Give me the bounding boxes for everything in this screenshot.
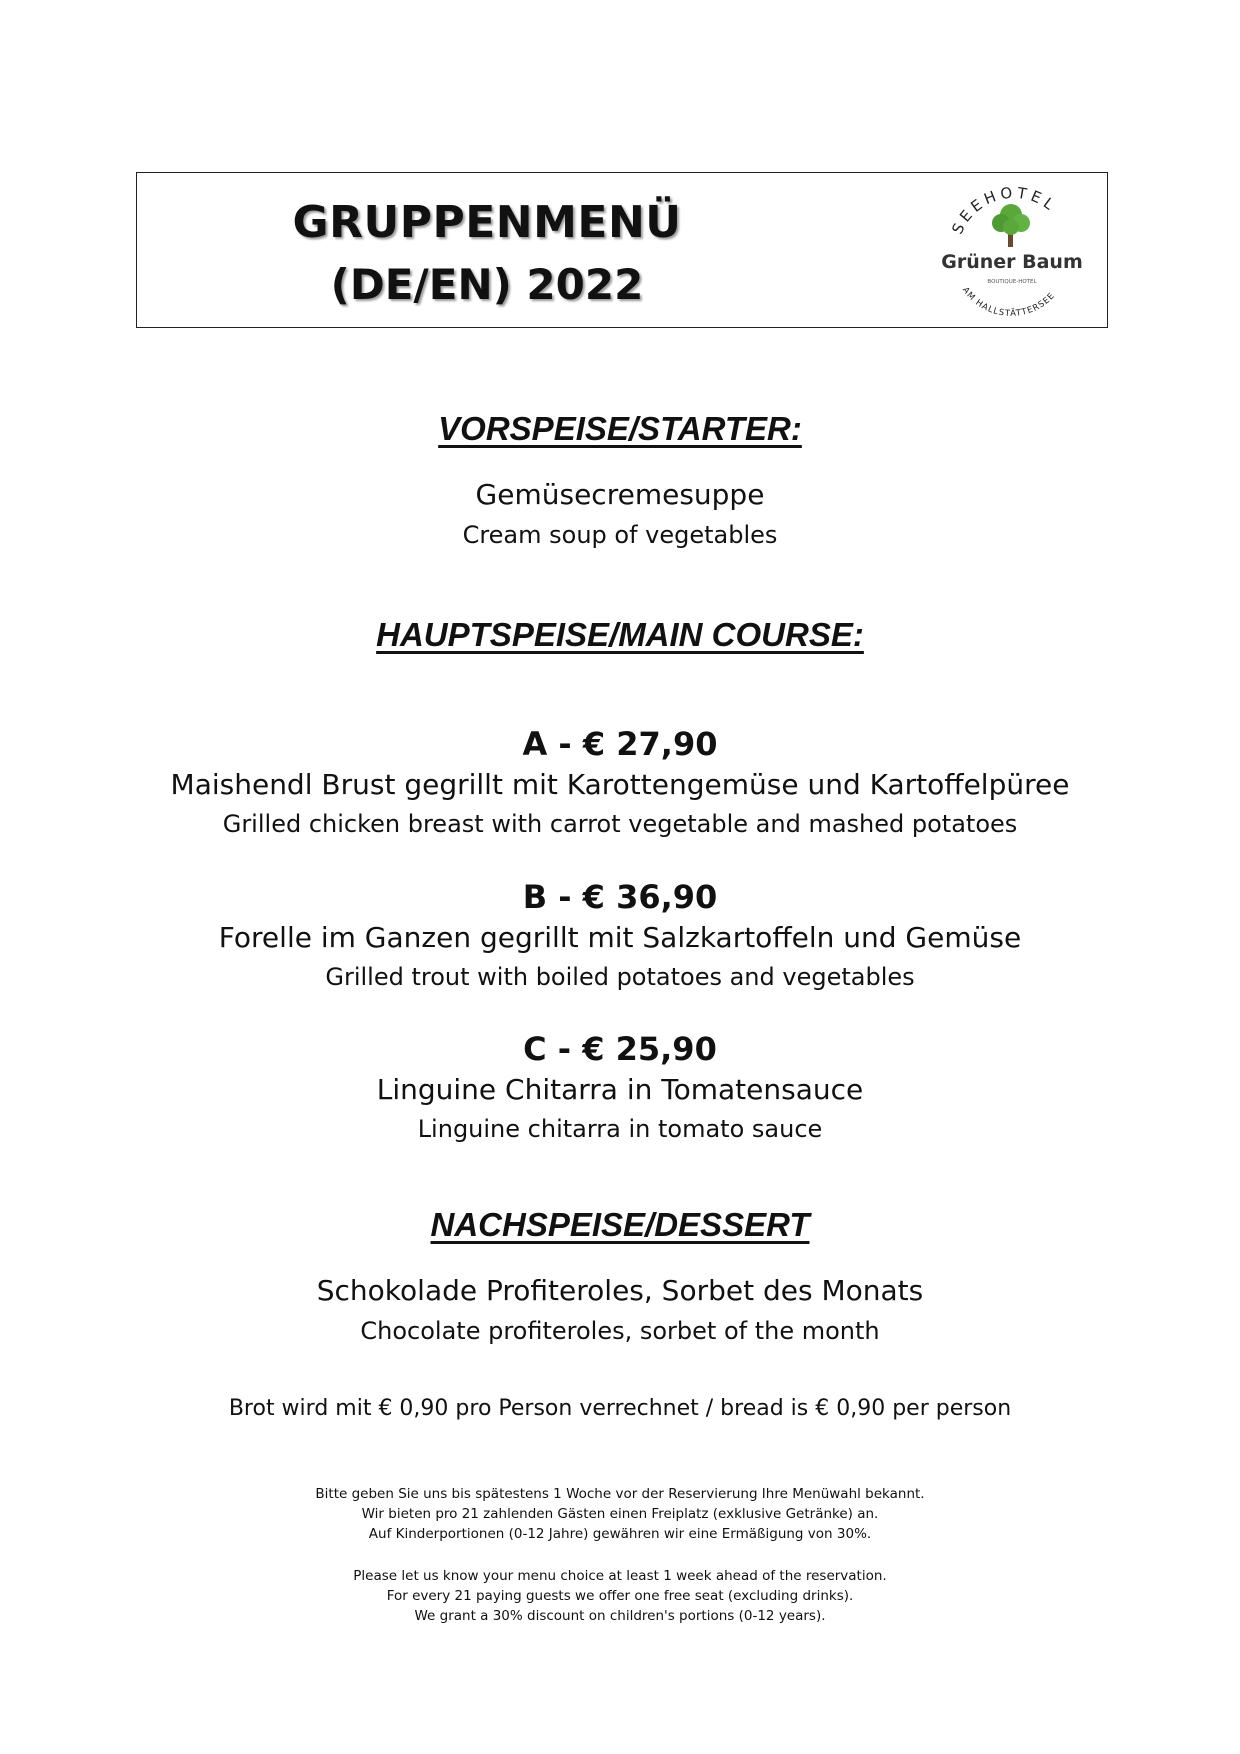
main-option-a-en: Grilled chicken breast with carrot vegetable and mashed potatoes: [222, 810, 1018, 838]
main-option-c-de: Linguine Chitarra in Tomatensauce: [376, 1073, 864, 1106]
note-de-line: Bitte geben Sie uns bis spätestens 1 Woche vor der Reservierung Ihre Menüwahl bekannt.: [315, 1486, 925, 1502]
starter-en: Cream soup of vegetables: [462, 521, 778, 549]
tree-icon: [992, 204, 1030, 247]
main-option-b-de: Forelle im Ganzen gegrillt mit Salzkartoffeln und Gemüse: [218, 921, 1022, 954]
logo-tagline: BOUTIQUE-HOTEL: [987, 279, 1037, 285]
logo-arc-bottom: AM HALLSTÄTTERSEE: [959, 285, 1058, 319]
page-subtitle: (DE/EN) 2022: [330, 260, 644, 309]
notes-en: [0, 1566, 1240, 1626]
dessert-en: Chocolate profiteroles, sorbet of the month: [360, 1317, 880, 1345]
note-en-line: We grant a 30% discount on children's portions (0-12 years).: [414, 1608, 826, 1624]
starter-de: Gemüsecremesuppe: [475, 478, 765, 511]
title-block: [137, 195, 837, 313]
page-title: GRUPPENMENÜ: [292, 197, 682, 248]
main-option-b-price: B - € 36,90: [522, 878, 718, 916]
main-option-a-price: A - € 27,90: [522, 725, 718, 763]
logo-name: Grüner Baum: [941, 251, 1083, 273]
header-box: [136, 172, 1108, 328]
main-option-c-price: C - € 25,90: [523, 1030, 717, 1068]
bread-note: Brot wird mit € 0,90 pro Person verrechnet / bread is € 0,90 per person: [228, 1396, 1012, 1421]
notes-de: [0, 1484, 1240, 1544]
dessert-heading: NACHSPEISE/DESSERT: [430, 1206, 810, 1243]
note-en-line: Please let us know your menu choice at least 1 week ahead of the reservation.: [353, 1568, 887, 1584]
dessert-de: Schokolade Profiteroles, Sorbet des Monats: [316, 1274, 924, 1307]
hotel-logo: [937, 181, 1087, 321]
main-heading: HAUPTSPEISE/MAIN COURSE:: [376, 616, 864, 653]
starter-heading: VORSPEISE/STARTER:: [438, 410, 802, 447]
logo-arc-top: SEEHOTEL: [948, 183, 1061, 237]
main-option-b-en: Grilled trout with boiled potatoes and vegetables: [325, 963, 915, 991]
note-en-line: For every 21 paying guests we offer one free seat (excluding drinks).: [386, 1588, 854, 1604]
main-option-c-en: Linguine chitarra in tomato sauce: [417, 1115, 823, 1143]
note-de-line: Auf Kinderportionen (0-12 Jahre) gewähren wir eine Ermäßigung von 30%.: [368, 1526, 872, 1542]
main-option-a-de: Maishendl Brust gegrillt mit Karottengemüse und Kartoffelpüree: [170, 768, 1070, 801]
note-de-line: Wir bieten pro 21 zahlenden Gästen einen Freiplatz (exklusive Getränke) an.: [361, 1506, 879, 1522]
